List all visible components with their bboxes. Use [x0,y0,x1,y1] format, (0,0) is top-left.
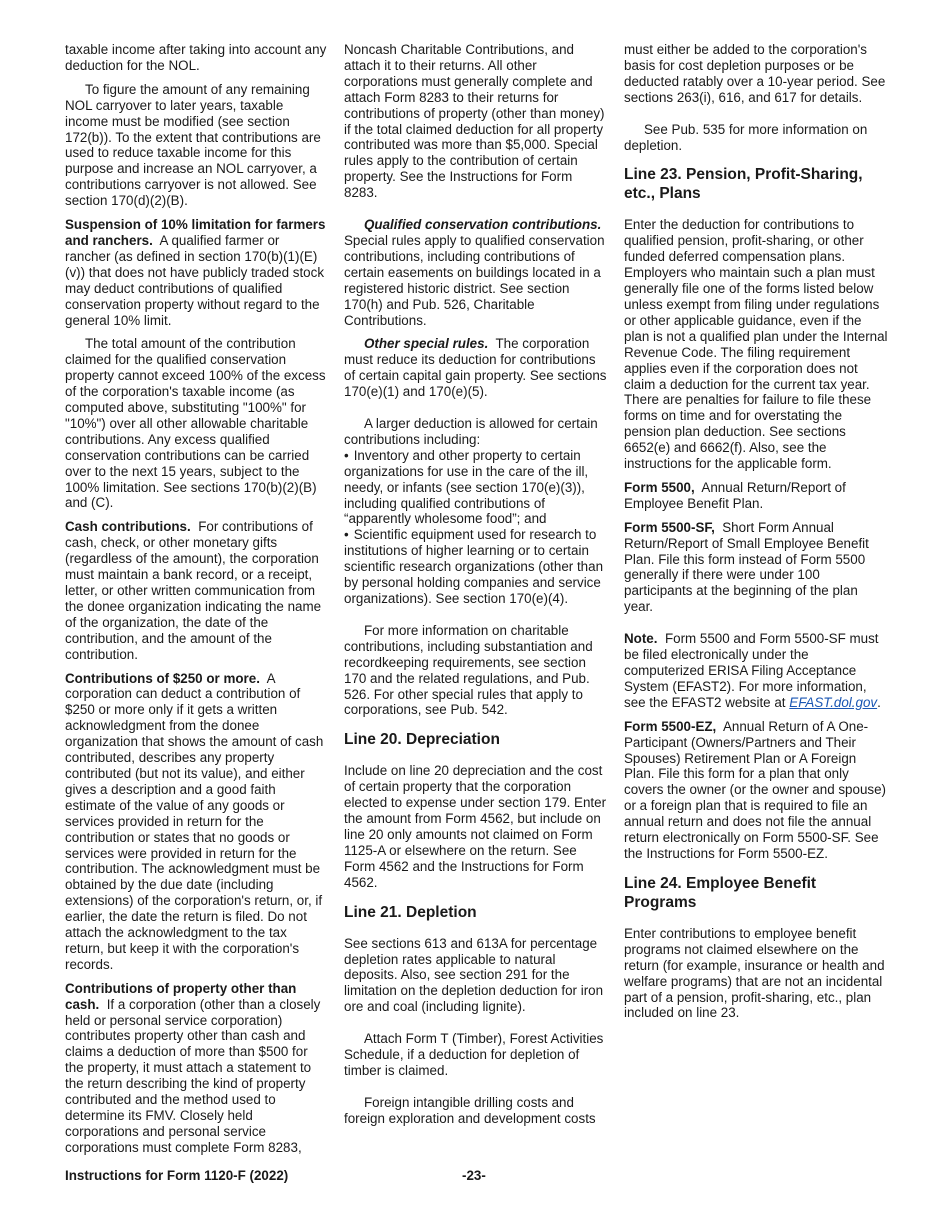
section-heading-line-23: Line 23. Pension, Profit-Sharing, etc., Plans [624,166,863,203]
paragraph: Enter the deduction for contributions to qualified pension, profit-sharing, or other funded deferred compensation plans. Employers who maintain such a plan must generally file one of the forms listed below unless exempt from filing under regulations or other applicable guidance, even if the plan is not a qualified plan under the Internal Revenue Code. The filing requirement applies even if the corporation does not claim a deduction for the current tax year. There are penalties for failure to file these forms on time and for overstating the pension plan deduction. See sections 6652(e) and 6662(f). Also, see the instructions for the applicable form. [624,217,888,472]
efast-link[interactable]: EFAST.dol.gov [789,694,878,710]
run-in-heading: Suspension of 10% limitation for farmers and ranchers. [65,217,326,248]
paragraph [65,671,327,973]
bullet-item: • Scientific equipment used for research to institutions of higher learning or to certain scientific research organizations (other than by personal holding companies and service organizations). See section 170(e)(4). [344,527,608,607]
paragraph: A larger deduction is allowed for certain contributions including: [344,416,598,447]
paragraph [65,217,327,328]
paragraph [344,217,608,328]
run-in-heading: Other special rules. [364,336,489,352]
paragraph: To figure the amount of any remaining NOL carryover to later years, taxable income must be modified (see section 172(b)). To the extent that contributions are used to reduce taxable income for this purpose and increase an NOL carryover, a contributions carryover is not allowed. See section 170(d)(2)(B). [65,81,321,209]
paragraph: Noncash Charitable Contributions, and attach it to their returns. All other corporations must generally complete and attach Form 8283 to their returns for contributions of property (other than money) if the total claimed deduction for all property contributed was more than $5,000. Special rules apply to the contribution of certain property. See the Instructions for Form 8283. [344,42,605,201]
page-number: -23- [462,1168,486,1183]
run-in-heading: Cash contributions. [65,519,191,535]
paragraph [624,480,888,512]
run-in-heading: Contributions of $250 or more. [65,670,260,686]
paragraph: For more information on charitable contributions, including substantiation and recordkeeping requirements, see section 170 and the related regulations, and Pub. 526. For other special rules that apply to corporations, see Pub. 542. [344,622,593,718]
paragraph-text: The corporation must reduce its deduction for contributions of certain capital gain property. See sections 170(e)(1) and 170(e)(5). [344,336,607,400]
paragraph-text: Annual Return/Report of Employee Benefit Plan. [624,479,846,511]
paragraph [65,981,327,1156]
paragraph [624,719,888,862]
paragraph: taxable income after taking into account any deduction for the NOL. [65,42,327,73]
paragraph-text: A qualified farmer or rancher (as defined in section 170(b)(1)(E)(v)) that does not have publicly traded stock may deduct contributions of qualified conservation property without regard to the general 10% limit. [65,232,325,328]
paragraph: Attach Form T (Timber), Forest Activities Schedule, if a deduction for depletion of timber is claimed. [344,1031,604,1078]
section-heading-line-24: Line 24. Employee Benefit Programs [624,874,817,911]
run-in-heading: Form 5500-SF, [624,519,715,535]
paragraph-text: Short Form Annual Return/Report of Small Employee Benefit Plan. File this form instead of Form 5500 generally if there were under 100 participants at the beginning of the plan year. [624,519,869,615]
paragraph-text: If a corporation (other than a closely held or personal service corporation) contributes property other than cash and claims a deduction of more than $500 for the property, it must attach a statement to the return describing the kind of property contributed and the method used to determine its FMV. Closely held corporations and personal service corporations must complete Form 8283, [65,996,321,1155]
paragraph: See Pub. 535 for more information on depletion. [624,121,868,153]
section-heading-line-21: Line 21. Depletion [344,903,477,921]
paragraph [624,520,888,615]
paragraph: Include on line 20 depreciation and the cost of certain property that the corporation elected to expense under section 179. Enter the amount from Form 4562, but include on line 20 only amounts not claimed on Form 1125-A or elsewhere on the return. See Form 4562 and the Instructions for Form 4562. [344,763,607,890]
run-in-heading: Qualified conservation contributions. [364,217,602,233]
paragraph: Foreign intangible drilling costs and foreign exploration and development costs [344,1094,596,1126]
paragraph: Note. Form 5500 and Form 5500-SF must be filed electronically under the computerized ERISA Filing Acceptance System (EFAST2). For more information, see the EFAST2 website at EFAST.dol.gov. [624,631,881,710]
paragraph [344,336,608,400]
paragraph-text: Special rules apply to qualified conservation contributions, including contributions of certain easements on buildings located in a registered historic district. See section 170(h) and Pub. 526, Charitable Contributions. [344,232,605,328]
paragraph: must either be added to the corporation's basis for cost depletion purposes or be deducted ratably over a 10-year period. See sections 263(i), 616, and 617 for details. [624,42,886,105]
paragraph-text: A corporation can deduct a contribution of $250 or more only if it gets a written acknowledgment from the donee organization that shows the amount of cash contributed, describes any property contributed (but not its value), and either gives a description and a good faith estimate of the value of any goods or services provided in return for the contribution or states that no goods or services were provided in return for the contribution. The acknowledgment must be obtained by the due date (including extensions) of the corporation's return, or, if earlier, the date the return is filed. Do not attach the acknowledgment to the tax return, but keep it with the corporation's records. [65,670,324,972]
paragraph [65,519,327,662]
footer-form-title: Instructions for Form 1120-F (2022) [65,1168,289,1183]
paragraph-text: Annual Return of A One-Participant (Owners/Partners and Their Spouses) Retirement Plan or A Foreign Plan. File this form for a plan that only covers the owner (or the owner and spouse) or a foreign plan that is required to file an annual return and does not file the annual return electronically on Form 5500-SF. See the Instructions for Form 5500-EZ. [624,718,887,861]
paragraph-text: For contributions of cash, check, or other monetary gifts (regardless of the amount), the corporation must maintain a bank record, or a receipt, letter, or other written communication from the donee organization indicating the name of the organization, the date of the contribution, and the amount of the contribution. [65,519,322,662]
paragraph: See sections 613 and 613A for percentage depletion rates applicable to natural deposits. Also, see section 291 for the limitation on the depletion deduction for iron ore and coal (including lignite). [344,935,604,1015]
paragraph-text: Form 5500 and Form 5500-SF must be filed electronically under the computerized ERISA Filing Acceptance System (EFAST2). For more information, see the EFAST2 website at [624,631,879,710]
column-2 [344,42,608,1135]
run-in-heading: Form 5500, [624,479,695,495]
run-in-heading: Form 5500-EZ, [624,718,717,734]
column-1 [65,42,327,1164]
run-in-heading: Contributions of property other than cash. [65,980,297,1012]
bullet-item: • Inventory and other property to certain organizations for use in the care of the ill, needy, or infants (see section 170(e)(3)), including qualified contributions of “apparently wholesome food”; and [344,448,608,528]
paragraph: Enter contributions to employee benefit programs not claimed elsewhere on the return (for example, insurance or health and welfare programs) that are not an incidental part of a pension, profit-sharing, etc., plan included on line 23. [624,925,885,1021]
run-in-heading: Note. [624,631,658,647]
paragraph: The total amount of the contribution claimed for the qualified conservation property cannot exceed 100% of the excess of the corporation's taxable income (as computed above, substituting "100%" for "10%") over all other allowable charitable contributions. Any excess qualified conservation contributions can be carried over to the next 15 years, subject to the 100% limitation. See sections 170(b)(2)(B) and (C). [65,336,326,511]
column-3 [624,42,888,1029]
section-heading-line-20: Line 20. Depreciation [344,731,500,749]
